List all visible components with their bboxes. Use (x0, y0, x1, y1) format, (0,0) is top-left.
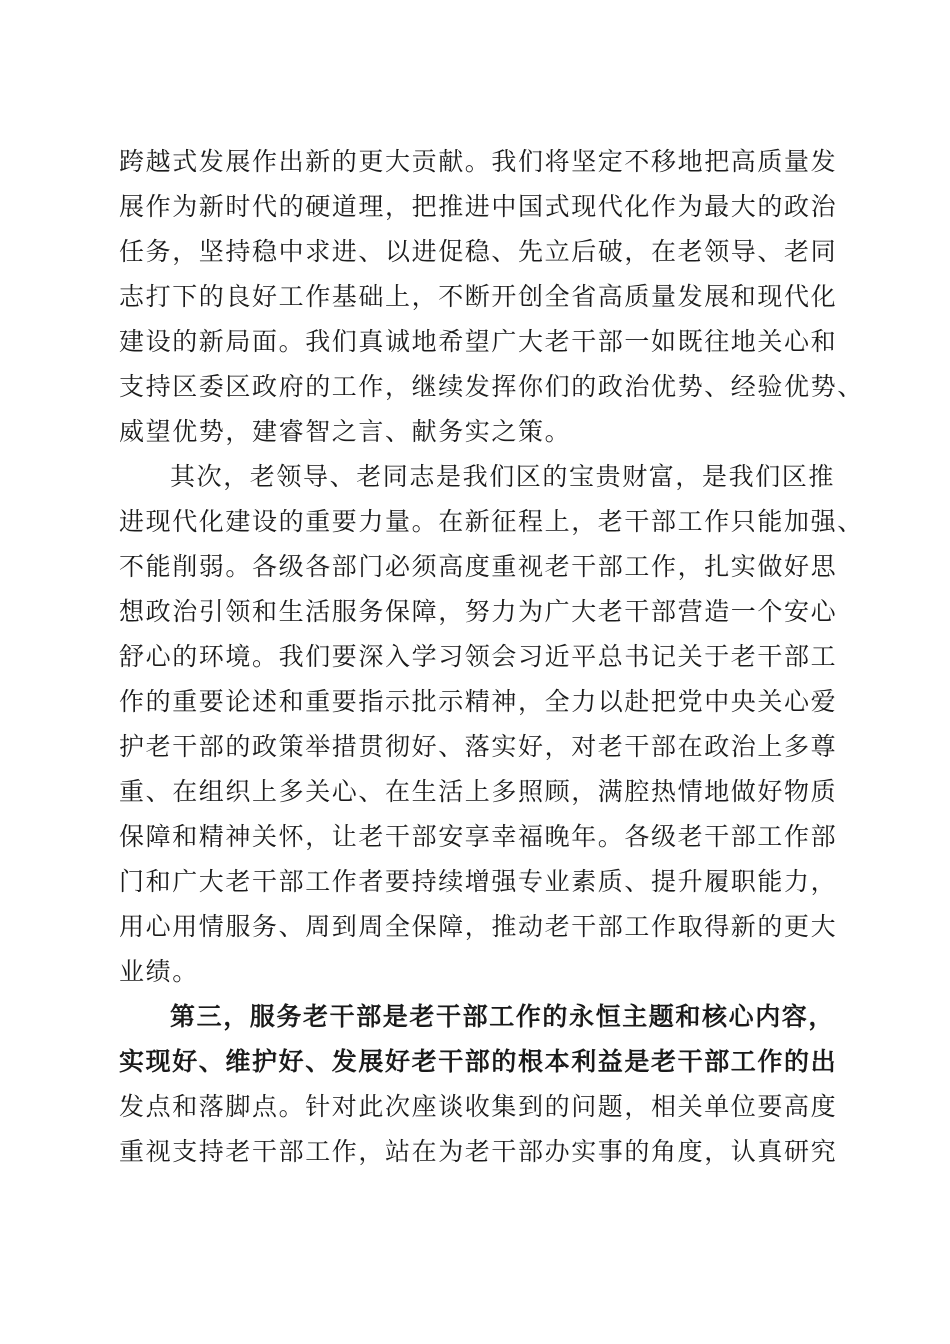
text-line: 发点和落脚点。针对此次座谈收集到的问题，相关单位要高度 (119, 1092, 838, 1121)
text-line: 想政治引领和生活服务保障，努力为广大老干部营造一个安心 (119, 597, 838, 626)
text-line: 舒心的环境。我们要深入学习领会习近平总书记关于老干部工 (119, 642, 838, 671)
text-line: 跨越式发展作出新的更大贡献。我们将坚定不移地把高质量发 (119, 147, 838, 176)
text-line: 建设的新局面。我们真诚地希望广大老干部一如既往地关心和 (119, 327, 838, 356)
text-line: 作的重要论述和重要指示批示精神，全力以赴把党中央关心爱 (119, 687, 838, 716)
text-line: 进现代化建设的重要力量。在新征程上，老干部工作只能加强、 (119, 507, 864, 536)
text-line: 门和广大老干部工作者要持续增强专业素质、提升履职能力， (119, 867, 838, 896)
text-line: 志打下的良好工作基础上，不断开创全省高质量发展和现代化 (119, 282, 838, 311)
text-line: 第三，服务老干部是老干部工作的永恒主题和核心内容， (170, 1002, 836, 1031)
text-line: 支持区委区政府的工作，继续发挥你们的政治优势、经验优势、 (119, 372, 864, 401)
text-line: 展作为新时代的硬道理，把推进中国式现代化作为最大的政治 (119, 192, 838, 221)
text-line: 业绩。 (119, 957, 199, 986)
text-line: 其次，老领导、老同志是我们区的宝贵财富，是我们区推 (170, 462, 836, 491)
text-line: 保障和精神关怀，让老干部安享幸福晚年。各级老干部工作部 (119, 822, 838, 851)
text-line: 重、在组织上多关心、在生活上多照顾，满腔热情地做好物质 (119, 777, 838, 806)
text-line: 不能削弱。各级各部门必须高度重视老干部工作，扎实做好思 (119, 552, 838, 581)
text-line: 用心用情服务、周到周全保障，推动老干部工作取得新的更大 (119, 912, 838, 941)
text-line: 护老干部的政策举措贯彻好、落实好，对老干部在政治上多尊 (119, 732, 838, 761)
text-line: 实现好、维护好、发展好老干部的根本利益是老干部工作的出 (119, 1047, 838, 1076)
text-line: 任务，坚持稳中求进、以进促稳、先立后破，在老领导、老同 (119, 237, 838, 266)
text-line: 重视支持老干部工作，站在为老干部办实事的角度，认真研究 (119, 1137, 838, 1166)
text-line: 威望优势，建睿智之言、献务实之策。 (119, 417, 572, 446)
